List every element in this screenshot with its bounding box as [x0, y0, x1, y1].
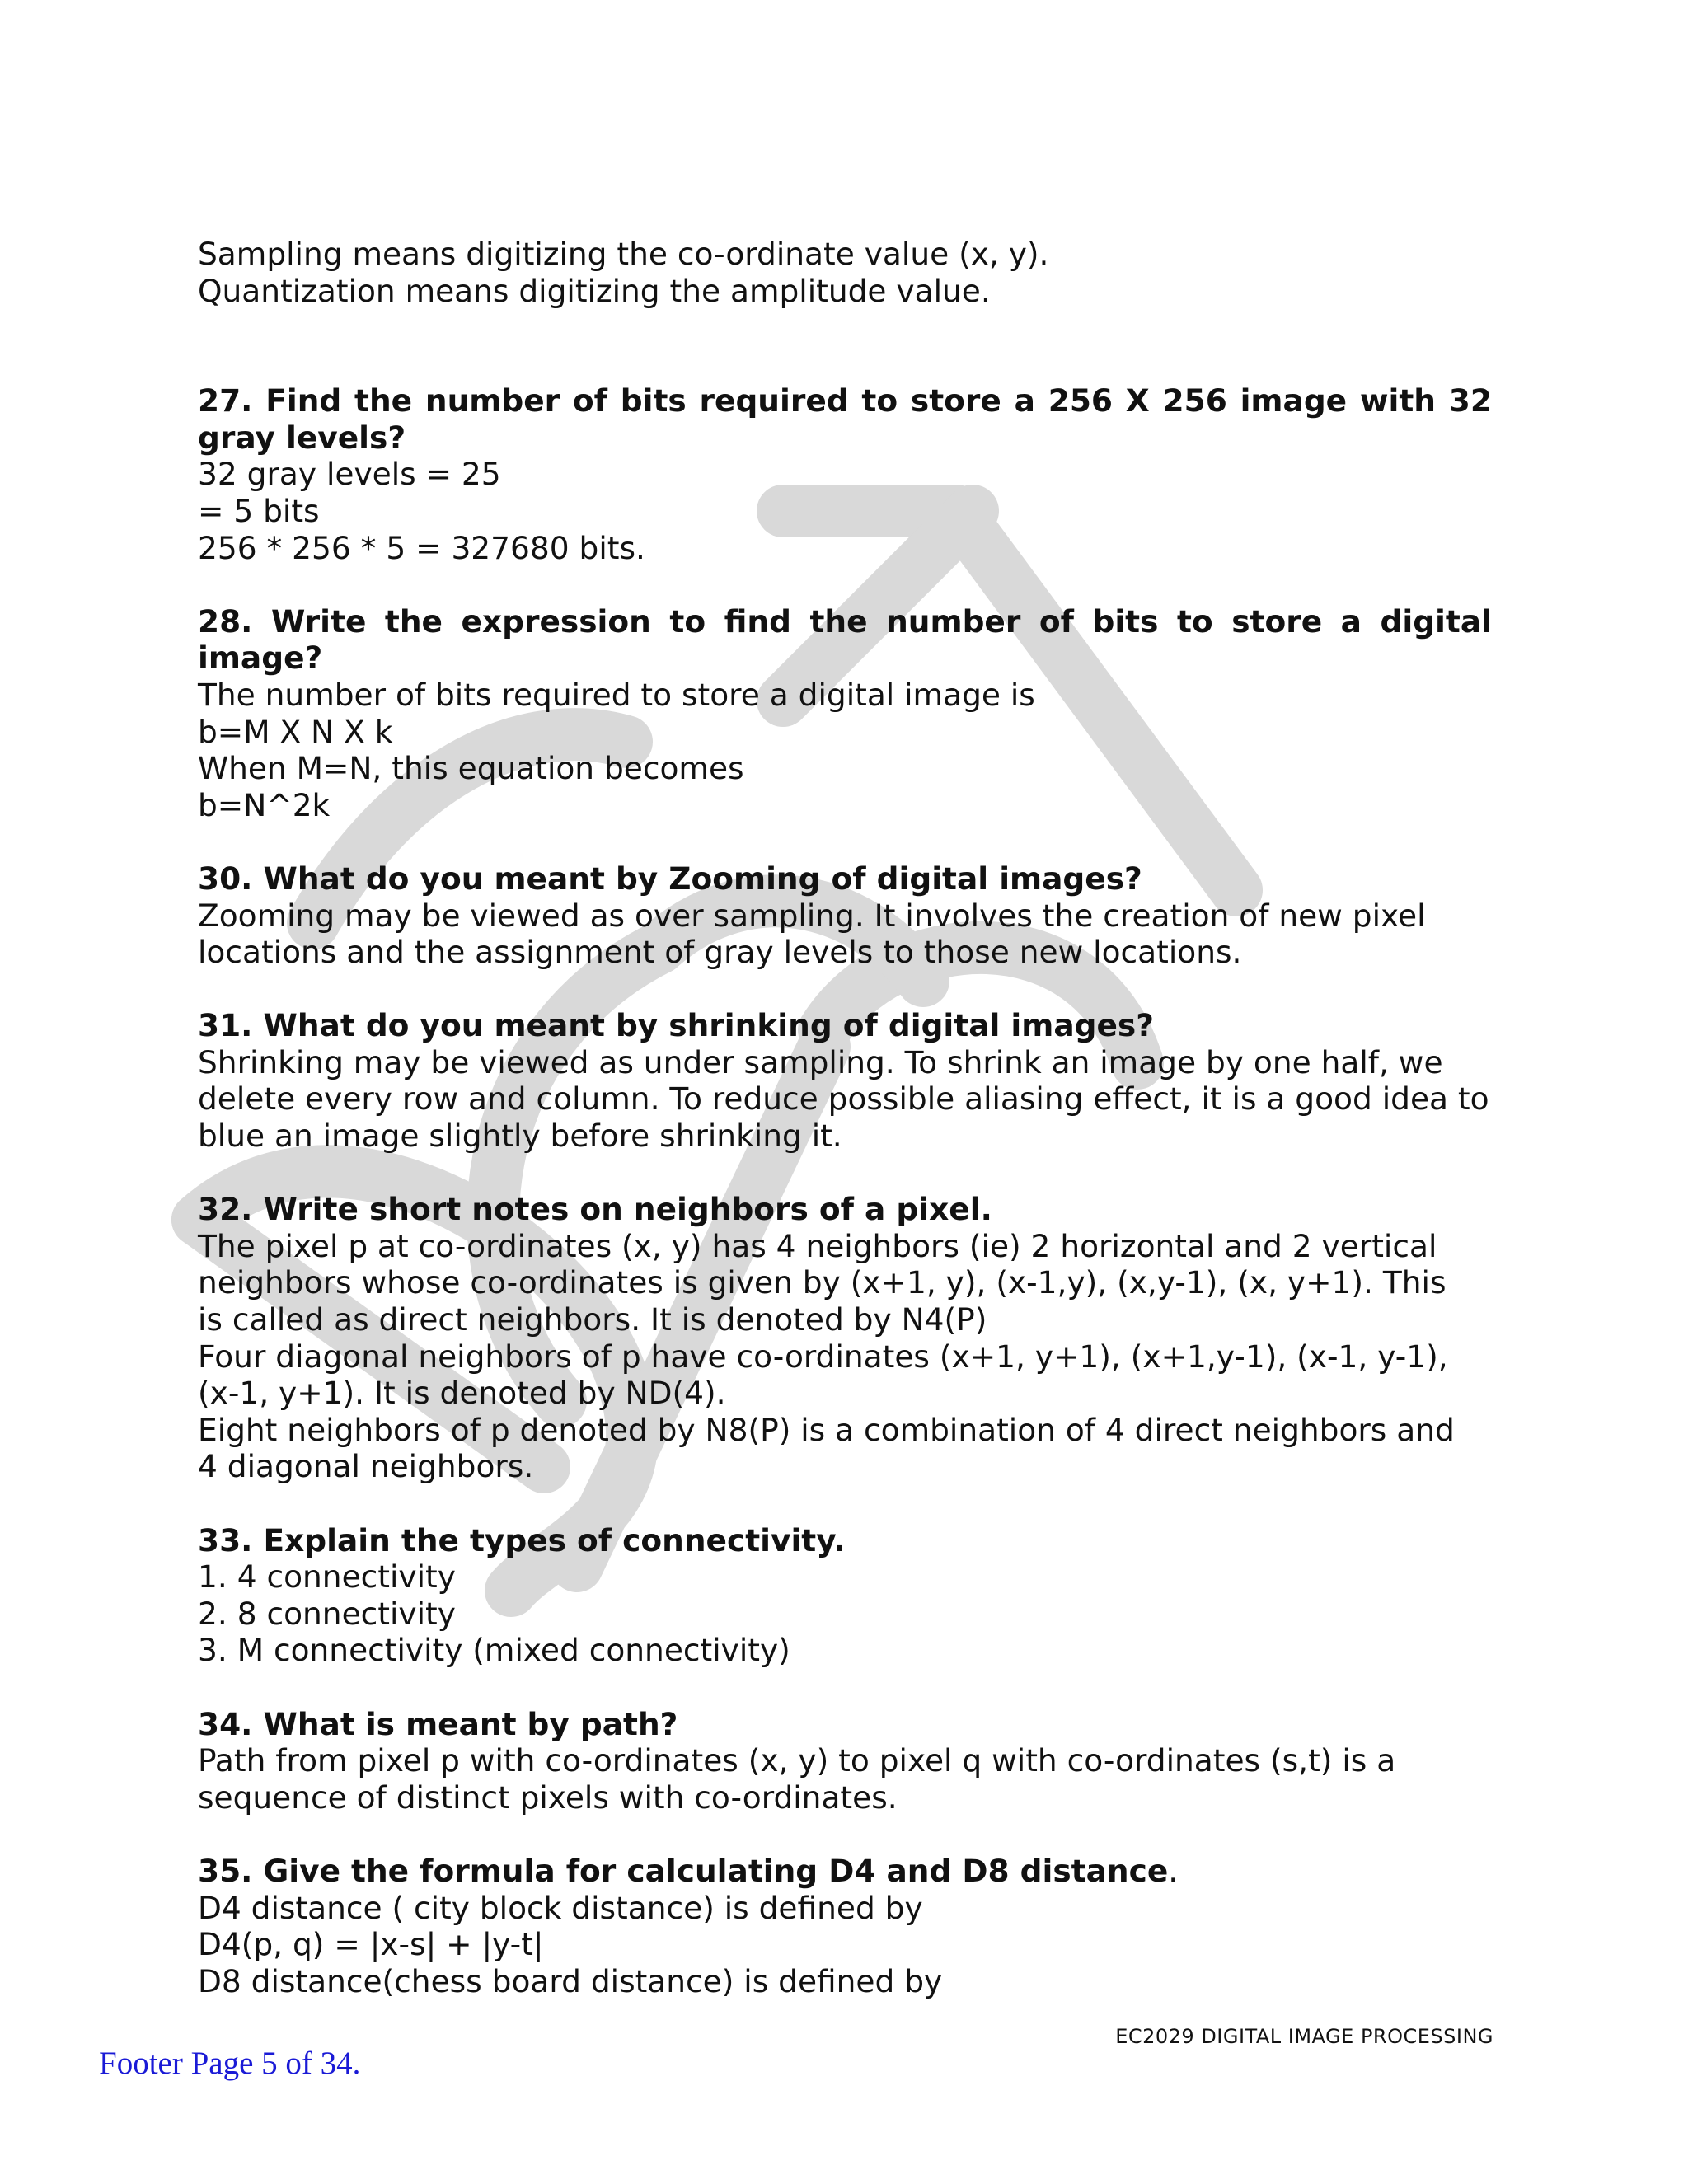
- answer-line: blue an image slightly before shrinking it.: [198, 1118, 842, 1155]
- question-title: 34. What is meant by path?: [198, 1705, 678, 1742]
- answer-line: locations and the assignment of gray levels to those new locations.: [198, 934, 1242, 971]
- question-title: 33. Explain the types of connectivity.: [198, 1521, 846, 1558]
- answer-line: Four diagonal neighbors of p have co-ordinates (x+1, y+1), (x+1,y-1), (x-1, y-1),: [198, 1338, 1448, 1375]
- document-body: [198, 236, 1492, 1999]
- question-30: [198, 860, 1492, 971]
- question-33: [198, 1522, 1492, 1669]
- question-32: [198, 1191, 1492, 1485]
- answer-line: 32 gray levels = 25: [198, 456, 501, 493]
- answer-line: D4(p, q) = |x-s| + |y-t|: [198, 1926, 544, 1963]
- answer-line: D8 distance(chess board distance) is defined by: [198, 1962, 943, 1999]
- question-title: 27. Find the number of bits required to store a 256 X 256 image with 32 gray levels?: [198, 382, 1492, 456]
- question-title: 32. Write short notes on neighbors of a pixel.: [198, 1191, 992, 1228]
- answer-line: b=M X N X k: [198, 713, 393, 750]
- answer-line: neighbors whose co-ordinates is given by (x+1, y), (x-1,y), (x,y-1), (x, y+1). This: [198, 1264, 1447, 1301]
- question-34: [198, 1706, 1492, 1816]
- answer-line: The number of bits required to store a digital image is: [198, 676, 1035, 713]
- answer-line: 256 * 256 * 5 = 327680 bits.: [198, 529, 645, 566]
- answer-line: is called as direct neighbors. It is denoted by N4(P): [198, 1301, 987, 1338]
- answer-line: The pixel p at co-ordinates (x, y) has 4 neighbors (ie) 2 horizontal and 2 vertical: [198, 1227, 1437, 1264]
- question-title: 31. What do you meant by shrinking of digital images?: [198, 1007, 1154, 1044]
- answer-line: sequence of distinct pixels with co-ordinates.: [198, 1779, 898, 1816]
- question-title: 28. Write the expression to find the number of bits to store a digital image?: [198, 602, 1492, 677]
- answer-line: b=N^2k: [198, 786, 331, 823]
- answer-line: (x-1, y+1). It is denoted by ND(4).: [198, 1375, 726, 1412]
- answer-line: Shrinking may be viewed as under sampling. To shrink an image by one half, we: [198, 1043, 1443, 1080]
- intro: [198, 236, 1492, 309]
- question-35: [198, 1853, 1492, 1999]
- running-header: EC2029 DIGITAL IMAGE PROCESSING: [1115, 2025, 1493, 2048]
- answer-line: When M=N, this equation becomes: [198, 750, 744, 787]
- answer-line: 3. M connectivity (mixed connectivity): [198, 1632, 790, 1669]
- question-31: [198, 1007, 1492, 1154]
- answer-line: 4 diagonal neighbors.: [198, 1448, 534, 1485]
- answer-line: D4 distance ( city block distance) is defined by: [198, 1889, 923, 1926]
- answer-line: Zooming may be viewed as over sampling. It involves the creation of new pixel: [198, 897, 1426, 934]
- answer-line: Eight neighbors of p denoted by N8(P) is a combination of 4 direct neighbors and: [198, 1411, 1455, 1448]
- question-27: [198, 382, 1492, 566]
- answer-line: Path from pixel p with co-ordinates (x, y) to pixel q with co-ordinates (s,t) is a: [198, 1742, 1396, 1779]
- intro-line: Sampling means digitizing the co-ordinate value (x, y).: [198, 236, 1049, 272]
- question-title-text: 35. Give the formula for calculating D4 and D8 distance: [198, 1852, 1169, 1889]
- intro-line: Quantization means digitizing the amplitude value.: [198, 272, 991, 309]
- question-title: 30. What do you meant by Zooming of digital images?: [198, 860, 1142, 897]
- question-title-period: .: [1168, 1852, 1179, 1889]
- footer-page-number: Footer Page 5 of 34.: [99, 2046, 361, 2081]
- question-28: [198, 603, 1492, 824]
- answer-line: 2. 8 connectivity: [198, 1595, 456, 1632]
- answer-line: = 5 bits: [198, 492, 320, 529]
- question-title: [198, 1853, 1492, 1890]
- answer-line: 1. 4 connectivity: [198, 1558, 456, 1596]
- answer-line: delete every row and column. To reduce possible aliasing effect, it is a good idea to: [198, 1080, 1489, 1118]
